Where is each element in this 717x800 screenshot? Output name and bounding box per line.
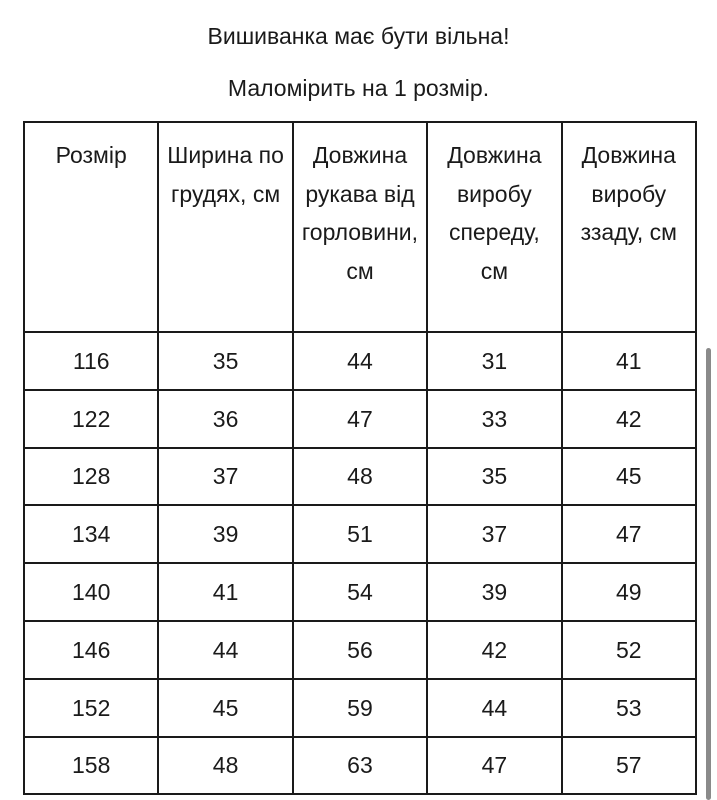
cell-back-length: 49 bbox=[562, 563, 696, 621]
cell-size: 146 bbox=[24, 621, 158, 679]
cell-size: 152 bbox=[24, 679, 158, 737]
cell-size: 116 bbox=[24, 332, 158, 390]
cell-front-length: 37 bbox=[427, 505, 561, 563]
cell-chest-width: 36 bbox=[158, 390, 292, 448]
vertical-scrollbar[interactable] bbox=[706, 348, 711, 800]
cell-front-length: 33 bbox=[427, 390, 561, 448]
cell-sleeve-length: 51 bbox=[293, 505, 427, 563]
cell-chest-width: 37 bbox=[158, 448, 292, 506]
cell-front-length: 39 bbox=[427, 563, 561, 621]
cell-chest-width: 39 bbox=[158, 505, 292, 563]
cell-sleeve-length: 54 bbox=[293, 563, 427, 621]
cell-size: 128 bbox=[24, 448, 158, 506]
intro-line-runs-small: Маломірить на 1 розмір. bbox=[227, 75, 490, 101]
table-row bbox=[24, 448, 696, 506]
cell-back-length: 42 bbox=[562, 390, 696, 448]
table-row bbox=[24, 621, 696, 679]
cell-chest-width: 44 bbox=[158, 621, 292, 679]
cell-front-length: 42 bbox=[427, 621, 561, 679]
cell-sleeve-length: 63 bbox=[293, 737, 427, 795]
size-chart-table bbox=[23, 121, 697, 795]
cell-chest-width: 48 bbox=[158, 737, 292, 795]
header-back-length: Довжина виробу ззаду, см bbox=[562, 122, 696, 332]
cell-size: 158 bbox=[24, 737, 158, 795]
table-row bbox=[24, 563, 696, 621]
cell-sleeve-length: 44 bbox=[293, 332, 427, 390]
header-front-length: Довжина виробу спереду, см bbox=[427, 122, 561, 332]
cell-back-length: 47 bbox=[562, 505, 696, 563]
table-row bbox=[24, 737, 696, 795]
cell-chest-width: 41 bbox=[158, 563, 292, 621]
cell-chest-width: 35 bbox=[158, 332, 292, 390]
cell-size: 122 bbox=[24, 390, 158, 448]
cell-back-length: 57 bbox=[562, 737, 696, 795]
cell-sleeve-length: 56 bbox=[293, 621, 427, 679]
cell-sleeve-length: 48 bbox=[293, 448, 427, 506]
header-sleeve-length: Довжина рукава від горловини, см bbox=[293, 122, 427, 332]
cell-back-length: 52 bbox=[562, 621, 696, 679]
table-row bbox=[24, 390, 696, 448]
cell-back-length: 45 bbox=[562, 448, 696, 506]
header-size: Розмір bbox=[24, 122, 158, 332]
cell-front-length: 47 bbox=[427, 737, 561, 795]
cell-sleeve-length: 59 bbox=[293, 679, 427, 737]
cell-back-length: 53 bbox=[562, 679, 696, 737]
cell-front-length: 31 bbox=[427, 332, 561, 390]
cell-back-length: 41 bbox=[562, 332, 696, 390]
cell-chest-width: 45 bbox=[158, 679, 292, 737]
cell-size: 140 bbox=[24, 563, 158, 621]
table-row bbox=[24, 505, 696, 563]
table-row bbox=[24, 679, 696, 737]
cell-size: 134 bbox=[24, 505, 158, 563]
cell-front-length: 35 bbox=[427, 448, 561, 506]
cell-front-length: 44 bbox=[427, 679, 561, 737]
cell-sleeve-length: 47 bbox=[293, 390, 427, 448]
header-chest-width: Ширина по грудях, см bbox=[158, 122, 292, 332]
intro-line-loose-fit: Вишиванка має бути вільна! bbox=[207, 23, 510, 49]
table-header-row bbox=[24, 122, 696, 332]
table-row bbox=[24, 332, 696, 390]
